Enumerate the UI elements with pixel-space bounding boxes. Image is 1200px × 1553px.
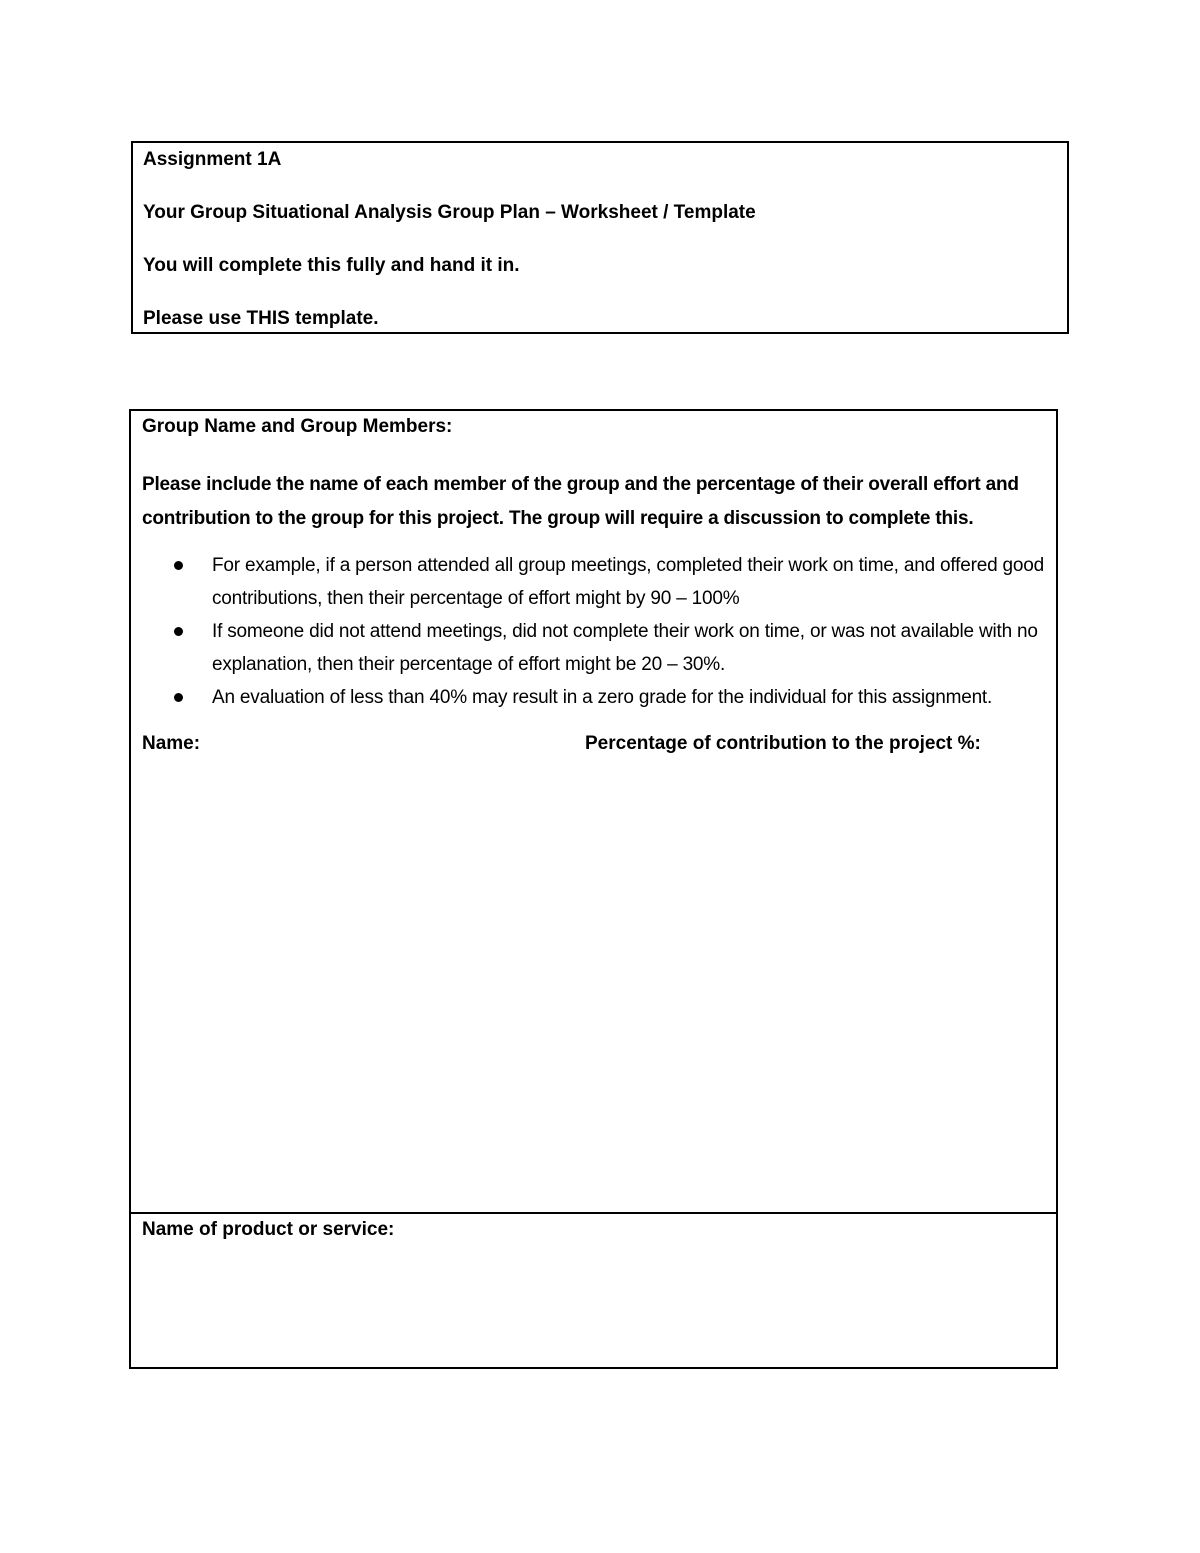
bullet-icon [174, 627, 183, 636]
template-instruction: Please use THIS template. [143, 308, 379, 329]
completion-instruction: You will complete this fully and hand it in. [143, 255, 520, 276]
group-members-instructions: Please include the name of each member of the group and the percentage of their overall effort and contribution to the group for this project. The group will require a discussion to complete this. [142, 474, 1019, 529]
list-item-text: For example, if a person attended all group meetings, completed their work on time, and offered good contributions, then their percentage of effort might by 90 – 100% [212, 555, 1044, 609]
product-service-label: Name of product or service: [142, 1219, 395, 1240]
list-item [212, 615, 1046, 681]
name-label: Name: [142, 733, 201, 754]
group-members-heading: Group Name and Group Members: [142, 416, 453, 437]
list-item [212, 681, 1046, 714]
list-item [212, 549, 1046, 615]
bullet-icon [174, 561, 183, 570]
list-item-text: An evaluation of less than 40% may result in a zero grade for the individual for this assignment. [212, 687, 993, 708]
bullet-icon [174, 693, 183, 702]
worksheet-subtitle: Your Group Situational Analysis Group Plan – Worksheet / Template [143, 202, 756, 223]
percentage-label: Percentage of contribution to the project %: [585, 733, 981, 754]
list-item-text: If someone did not attend meetings, did not complete their work on time, or was not available with no explanation, then their percentage of effort might be 20 – 30%. [212, 621, 1038, 675]
member-entry-header [142, 733, 1046, 757]
effort-guidelines-list [142, 549, 1046, 714]
assignment-title: Assignment 1A [143, 149, 282, 170]
product-service-box [129, 1212, 1058, 1369]
group-members-box [129, 409, 1058, 1214]
assignment-header-box [131, 141, 1069, 334]
